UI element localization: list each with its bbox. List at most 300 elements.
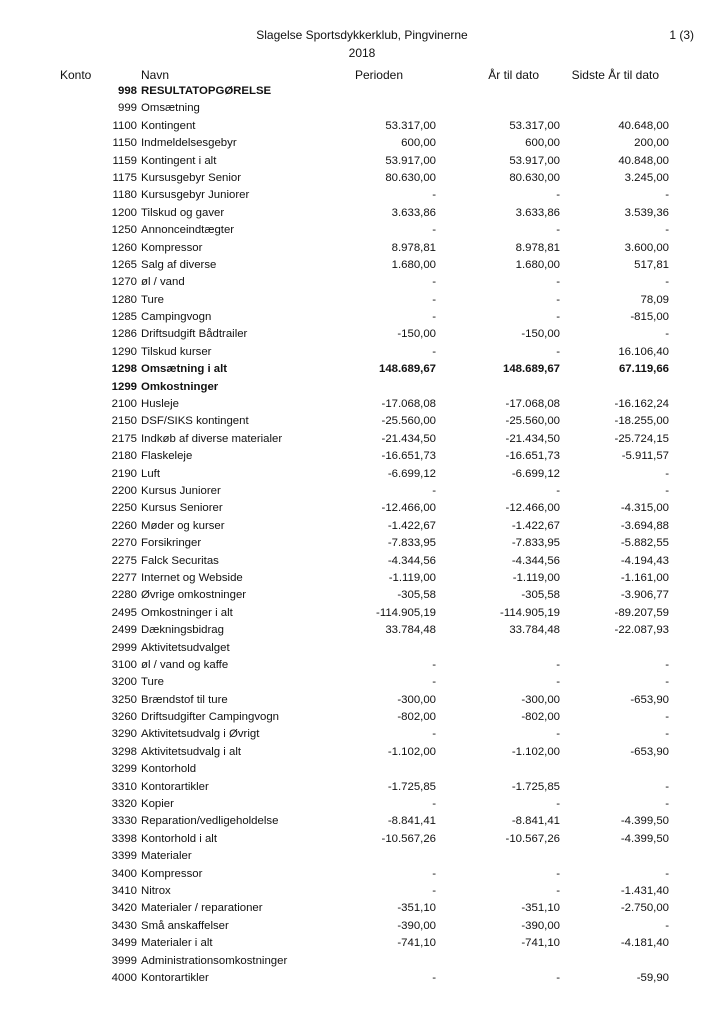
year-to-date-value: -10.567,26 xyxy=(505,832,560,845)
period-value: -305,58 xyxy=(397,589,436,602)
table-row xyxy=(0,953,724,970)
table-row xyxy=(0,326,724,343)
table-row xyxy=(0,135,724,152)
account-number: 1100 xyxy=(112,119,137,132)
period-value: - xyxy=(432,189,436,202)
page-number: 1 (3) xyxy=(669,28,694,42)
period-value: -4.344,56 xyxy=(387,554,436,567)
account-number: 3999 xyxy=(111,954,137,967)
account-name: Møder og kurser xyxy=(141,519,225,532)
account-name: Salg af diverse xyxy=(141,258,217,271)
last-year-to-date-value: 3.600,00 xyxy=(624,241,669,254)
period-value: -25.560,00 xyxy=(381,415,436,428)
account-table xyxy=(0,83,724,987)
account-number: 3290 xyxy=(111,728,137,741)
year-to-date-value: -21.434,50 xyxy=(505,432,560,445)
account-name: DSF/SIKS kontingent xyxy=(141,415,249,428)
period-value: -114.905,19 xyxy=(376,606,436,619)
account-name: Indkøb af diverse materialer xyxy=(141,432,283,445)
account-number: 2495 xyxy=(111,606,137,619)
account-number: 3320 xyxy=(111,798,137,811)
account-number: 3410 xyxy=(111,884,137,897)
last-year-to-date-value: -653,90 xyxy=(630,745,669,758)
account-name: Øvrige omkostninger xyxy=(141,589,247,602)
column-header-navn: Navn xyxy=(141,68,170,82)
year-to-date-value: 33.784,48 xyxy=(509,624,560,637)
account-number: 1180 xyxy=(112,189,137,202)
table-row xyxy=(0,396,724,413)
year-to-date-value: 148.689,67 xyxy=(502,363,560,376)
table-row xyxy=(0,918,724,935)
year-to-date-value: -8.841,41 xyxy=(511,815,560,828)
report-year: 2018 xyxy=(348,46,376,60)
account-name: Kontorhold xyxy=(141,763,197,776)
account-number: 2277 xyxy=(111,571,137,584)
last-year-to-date-value: -5.911,57 xyxy=(621,450,669,463)
period-value: -300,00 xyxy=(397,693,436,706)
period-value: -741,10 xyxy=(397,937,436,950)
account-name: Reparation/vedligeholdelse xyxy=(141,815,279,828)
last-year-to-date-value: 16.106,40 xyxy=(618,345,669,358)
account-number: 2280 xyxy=(111,589,137,602)
account-number: 999 xyxy=(117,102,137,115)
table-row xyxy=(0,796,724,813)
account-name: Tilskud kurser xyxy=(141,345,212,358)
last-year-to-date-value: - xyxy=(665,484,669,497)
period-value: - xyxy=(432,311,436,324)
last-year-to-date-value: -25.724,15 xyxy=(614,432,669,445)
account-name: Omsætning i alt xyxy=(141,363,228,376)
table-row xyxy=(0,813,724,830)
year-to-date-value: - xyxy=(556,484,560,497)
table-row xyxy=(0,674,724,691)
period-value: 80.630,00 xyxy=(385,171,436,184)
table-row xyxy=(0,779,724,796)
table-row xyxy=(0,344,724,361)
last-year-to-date-value: -815,00 xyxy=(630,311,669,324)
period-value: -1.119,00 xyxy=(388,571,436,584)
year-to-date-value: - xyxy=(556,867,560,880)
last-year-to-date-value: - xyxy=(665,467,669,480)
year-to-date-value: - xyxy=(556,658,560,671)
period-value: 1.680,00 xyxy=(391,258,436,271)
table-row xyxy=(0,257,724,274)
account-name: Kontorartikler xyxy=(141,780,209,793)
account-number: 2175 xyxy=(111,432,137,445)
period-value: -6.699,12 xyxy=(387,467,436,480)
account-name: Ture xyxy=(141,676,164,689)
last-year-to-date-value: - xyxy=(665,919,669,932)
table-row xyxy=(0,761,724,778)
table-row xyxy=(0,500,724,517)
period-value: - xyxy=(432,728,436,741)
account-number: 3299 xyxy=(111,763,137,776)
table-row xyxy=(0,900,724,917)
last-year-to-date-value: -16.162,24 xyxy=(614,398,669,411)
table-row xyxy=(0,518,724,535)
account-name: Kursusgebyr Juniorer xyxy=(141,189,250,202)
last-year-to-date-value: -4.399,50 xyxy=(620,815,669,828)
period-value: - xyxy=(432,345,436,358)
account-name: Kompressor xyxy=(141,867,203,880)
account-name: Annonceindtægter xyxy=(141,224,235,237)
account-name: Kopier xyxy=(141,798,174,811)
year-to-date-value: -7.833,95 xyxy=(511,537,560,550)
table-row xyxy=(0,535,724,552)
period-value: 53.917,00 xyxy=(385,154,436,167)
last-year-to-date-value: - xyxy=(665,867,669,880)
last-year-to-date-value: 67.119,66 xyxy=(618,363,669,376)
year-to-date-value: -4.344,56 xyxy=(511,554,560,567)
account-number: 3260 xyxy=(111,711,137,724)
account-number: 3399 xyxy=(111,850,137,863)
table-row xyxy=(0,553,724,570)
period-value: -1.102,00 xyxy=(387,745,436,758)
account-name: Brændstof til ture xyxy=(141,693,228,706)
account-number: 2200 xyxy=(111,484,137,497)
table-row xyxy=(0,831,724,848)
last-year-to-date-value: -5.882,55 xyxy=(620,537,669,550)
last-year-to-date-value: -59,90 xyxy=(636,971,669,984)
account-name: Aktivitetsudvalget xyxy=(141,641,230,654)
account-number: 3200 xyxy=(111,676,137,689)
column-header-konto: Konto xyxy=(60,68,92,82)
account-name: Aktivitetsudvalg i alt xyxy=(141,745,242,758)
account-number: 3499 xyxy=(111,937,137,950)
account-name: Små anskaffelser xyxy=(141,919,229,932)
account-number: 3100 xyxy=(111,658,137,671)
account-name: Omkostninger i alt xyxy=(141,606,233,619)
account-name: Tilskud og gaver xyxy=(141,206,225,219)
year-to-date-value: - xyxy=(556,276,560,289)
year-to-date-value: -1.422,67 xyxy=(511,519,560,532)
account-number: 4000 xyxy=(111,971,137,984)
table-row xyxy=(0,622,724,639)
period-value: - xyxy=(432,971,436,984)
year-to-date-value: - xyxy=(556,971,560,984)
account-number: 3420 xyxy=(111,902,137,915)
period-value: -1.422,67 xyxy=(387,519,436,532)
last-year-to-date-value: - xyxy=(665,328,669,341)
year-to-date-value: -300,00 xyxy=(521,693,560,706)
year-to-date-value: 600,00 xyxy=(525,137,560,150)
last-year-to-date-value: -653,90 xyxy=(630,693,669,706)
account-name: Kompressor xyxy=(141,241,203,254)
year-to-date-value: -12.466,00 xyxy=(505,502,560,515)
period-value: - xyxy=(432,484,436,497)
account-number: 3430 xyxy=(111,919,137,932)
table-row xyxy=(0,866,724,883)
account-name: Nitrox xyxy=(141,884,171,897)
table-row xyxy=(0,274,724,291)
account-number: 2100 xyxy=(111,398,137,411)
account-name: Flaskeleje xyxy=(141,450,193,463)
account-number: 1280 xyxy=(111,293,137,306)
account-number: 1298 xyxy=(111,363,137,376)
account-number: 1299 xyxy=(111,380,137,393)
account-number: 1200 xyxy=(111,206,137,219)
table-row xyxy=(0,709,724,726)
table-row xyxy=(0,883,724,900)
last-year-to-date-value: -22.087,93 xyxy=(614,624,669,637)
last-year-to-date-value: - xyxy=(665,676,669,689)
period-value: -390,00 xyxy=(397,919,436,932)
year-to-date-value: -390,00 xyxy=(521,919,560,932)
account-number: 2499 xyxy=(111,624,137,637)
year-to-date-value: -16.651,73 xyxy=(505,450,560,463)
table-row xyxy=(0,153,724,170)
account-name: øl / vand xyxy=(141,276,185,289)
period-value: -17.068,08 xyxy=(381,398,436,411)
account-name: Campingvogn xyxy=(141,311,212,324)
table-row xyxy=(0,187,724,204)
column-header-perioden: Perioden xyxy=(354,68,403,82)
year-to-date-value: 80.630,00 xyxy=(509,171,560,184)
account-number: 2270 xyxy=(111,537,137,550)
year-to-date-value: - xyxy=(556,728,560,741)
last-year-to-date-value: -4.399,50 xyxy=(620,832,669,845)
account-number: 1270 xyxy=(111,276,137,289)
last-year-to-date-value: 40.648,00 xyxy=(618,119,669,132)
account-number: 3250 xyxy=(111,693,137,706)
last-year-to-date-value: -4.315,00 xyxy=(620,502,669,515)
period-value: - xyxy=(432,884,436,897)
account-number: 1265 xyxy=(111,258,137,271)
account-name: Kontingent xyxy=(141,119,196,132)
last-year-to-date-value: 517,81 xyxy=(634,258,669,271)
period-value: - xyxy=(432,676,436,689)
table-row xyxy=(0,970,724,987)
table-row xyxy=(0,587,724,604)
period-value: - xyxy=(432,293,436,306)
account-name: Falck Securitas xyxy=(141,554,219,567)
year-to-date-value: 3.633,86 xyxy=(515,206,560,219)
account-name: Luft xyxy=(141,467,160,480)
year-to-date-value: -351,10 xyxy=(521,902,560,915)
period-value: -802,00 xyxy=(397,711,436,724)
period-value: 33.784,48 xyxy=(385,624,436,637)
account-number: 2180 xyxy=(111,450,137,463)
last-year-to-date-value: 200,00 xyxy=(634,137,669,150)
last-year-to-date-value: 3.539,36 xyxy=(624,206,669,219)
account-name: Kontorhold i alt xyxy=(141,832,217,845)
period-value: -21.434,50 xyxy=(381,432,436,445)
year-to-date-value: - xyxy=(556,224,560,237)
year-to-date-value: -1.119,00 xyxy=(512,571,560,584)
account-number: 3298 xyxy=(111,745,137,758)
year-to-date-value: -1.725,85 xyxy=(511,780,560,793)
table-row xyxy=(0,726,724,743)
table-row xyxy=(0,570,724,587)
year-to-date-value: -114.905,19 xyxy=(500,606,560,619)
table-row xyxy=(0,640,724,657)
account-number: 1175 xyxy=(112,171,137,184)
table-row xyxy=(0,466,724,483)
table-row xyxy=(0,448,724,465)
last-year-to-date-value: - xyxy=(665,728,669,741)
account-name: Kontorartikler xyxy=(141,971,209,984)
last-year-to-date-value: -4.194,43 xyxy=(620,554,669,567)
period-value: 53.317,00 xyxy=(385,119,436,132)
account-number: 2260 xyxy=(111,519,137,532)
table-row xyxy=(0,605,724,622)
table-row xyxy=(0,205,724,222)
year-to-date-value: -17.068,08 xyxy=(505,398,560,411)
period-value: - xyxy=(432,276,436,289)
table-row xyxy=(0,483,724,500)
account-name: Ture xyxy=(141,293,164,306)
last-year-to-date-value: -1.431,40 xyxy=(620,884,669,897)
account-name: Kursusgebyr Senior xyxy=(141,171,242,184)
period-value: - xyxy=(432,658,436,671)
account-name: Materialer i alt xyxy=(141,937,213,950)
table-row xyxy=(0,309,724,326)
table-row xyxy=(0,100,724,117)
period-value: -1.725,85 xyxy=(387,780,436,793)
account-number: 3400 xyxy=(111,867,137,880)
account-name: Kursus Seniorer xyxy=(141,502,223,515)
period-value: - xyxy=(432,224,436,237)
table-row xyxy=(0,935,724,952)
last-year-to-date-value: -3.906,77 xyxy=(620,589,669,602)
year-to-date-value: - xyxy=(556,311,560,324)
last-year-to-date-value: -89.207,59 xyxy=(614,606,669,619)
account-name: Driftsudgifter Campingvogn xyxy=(141,711,280,724)
last-year-to-date-value: - xyxy=(665,276,669,289)
account-number: 3310 xyxy=(111,780,137,793)
year-to-date-value: 53.917,00 xyxy=(509,154,560,167)
year-to-date-value: 53.317,00 xyxy=(509,119,560,132)
account-name: Internet og Webside xyxy=(141,571,243,584)
account-number: 1260 xyxy=(111,241,137,254)
period-value: - xyxy=(432,867,436,880)
last-year-to-date-value: -18.255,00 xyxy=(614,415,669,428)
year-to-date-value: -6.699,12 xyxy=(511,467,560,480)
account-name: Kontingent i alt xyxy=(141,154,217,167)
account-number: 1250 xyxy=(111,224,137,237)
table-row xyxy=(0,361,724,378)
period-value: 600,00 xyxy=(401,137,436,150)
account-name: Omkostninger xyxy=(141,380,219,393)
account-name: RESULTATOPGØRELSE xyxy=(141,85,272,97)
period-value: -351,10 xyxy=(397,902,436,915)
last-year-to-date-value: - xyxy=(665,711,669,724)
account-name: Aktivitetsudvalg i Øvrigt xyxy=(141,728,260,741)
last-year-to-date-value: -1.161,00 xyxy=(620,571,669,584)
account-number: 2190 xyxy=(111,467,137,480)
year-to-date-value: -802,00 xyxy=(521,711,560,724)
year-to-date-value: - xyxy=(556,345,560,358)
period-value: -12.466,00 xyxy=(381,502,436,515)
account-number: 3330 xyxy=(111,815,137,828)
account-number: 1290 xyxy=(111,345,137,358)
period-value: 148.689,67 xyxy=(378,363,436,376)
period-value: - xyxy=(432,798,436,811)
column-header-aar-til-dato: År til dato xyxy=(488,68,539,82)
table-row xyxy=(0,431,724,448)
column-header-sidste-aar: Sidste År til dato xyxy=(571,68,659,82)
account-name: Indmeldelsesgebyr xyxy=(141,137,237,150)
last-year-to-date-value: - xyxy=(665,189,669,202)
account-number: 3398 xyxy=(111,832,137,845)
table-row xyxy=(0,413,724,430)
table-row xyxy=(0,222,724,239)
year-to-date-value: - xyxy=(556,798,560,811)
account-number: 1150 xyxy=(112,137,137,150)
year-to-date-value: -25.560,00 xyxy=(505,415,560,428)
account-name: Materialer / reparationer xyxy=(141,902,263,915)
account-number: 998 xyxy=(117,85,137,97)
table-row xyxy=(0,848,724,865)
table-row xyxy=(0,744,724,761)
account-name: øl / vand og kaffe xyxy=(141,658,229,671)
table-row xyxy=(0,692,724,709)
table-row xyxy=(0,118,724,135)
last-year-to-date-value: -3.694,88 xyxy=(620,519,669,532)
period-value: -150,00 xyxy=(397,328,436,341)
last-year-to-date-value: 40.848,00 xyxy=(618,154,669,167)
account-number: 2250 xyxy=(111,502,137,515)
period-value: -10.567,26 xyxy=(381,832,436,845)
account-number: 2275 xyxy=(111,554,137,567)
last-year-to-date-value: - xyxy=(665,224,669,237)
account-number: 1286 xyxy=(111,328,137,341)
account-name: Dækningsbidrag xyxy=(141,624,224,637)
account-name: Kursus Juniorer xyxy=(141,484,221,497)
table-row xyxy=(0,657,724,674)
last-year-to-date-value: - xyxy=(665,798,669,811)
last-year-to-date-value: - xyxy=(665,658,669,671)
year-to-date-value: -305,58 xyxy=(521,589,560,602)
account-number: 1285 xyxy=(111,311,137,324)
table-row xyxy=(0,83,724,100)
account-name: Materialer xyxy=(141,850,192,863)
period-value: 8.978,81 xyxy=(391,241,436,254)
year-to-date-value: -741,10 xyxy=(521,937,560,950)
last-year-to-date-value: -2.750,00 xyxy=(620,902,669,915)
period-value: -16.651,73 xyxy=(381,450,436,463)
year-to-date-value: - xyxy=(556,676,560,689)
account-name: Omsætning xyxy=(141,102,200,115)
period-value: 3.633,86 xyxy=(391,206,436,219)
last-year-to-date-value: 78,09 xyxy=(640,293,669,306)
year-to-date-value: -150,00 xyxy=(521,328,560,341)
last-year-to-date-value: - xyxy=(665,780,669,793)
account-number: 2150 xyxy=(111,415,137,428)
period-value: -8.841,41 xyxy=(387,815,436,828)
table-row xyxy=(0,170,724,187)
year-to-date-value: 1.680,00 xyxy=(515,258,560,271)
year-to-date-value: 8.978,81 xyxy=(515,241,560,254)
last-year-to-date-value: -4.181,40 xyxy=(620,937,669,950)
account-number: 2999 xyxy=(111,641,137,654)
account-name: Administrationsomkostninger xyxy=(141,954,288,967)
year-to-date-value: -1.102,00 xyxy=(511,745,560,758)
year-to-date-value: - xyxy=(556,189,560,202)
table-row xyxy=(0,379,724,396)
account-name: Husleje xyxy=(141,398,179,411)
account-name: Forsikringer xyxy=(141,537,202,550)
account-number: 1159 xyxy=(112,154,137,167)
last-year-to-date-value: 3.245,00 xyxy=(624,171,669,184)
year-to-date-value: - xyxy=(556,293,560,306)
account-name: Driftsudgift Bådtrailer xyxy=(141,328,248,341)
period-value: -7.833,95 xyxy=(387,537,436,550)
report-title: Slagelse Sportsdykkerklub, Pingvinerne xyxy=(256,28,468,42)
table-row xyxy=(0,240,724,257)
table-row xyxy=(0,292,724,309)
year-to-date-value: - xyxy=(556,884,560,897)
